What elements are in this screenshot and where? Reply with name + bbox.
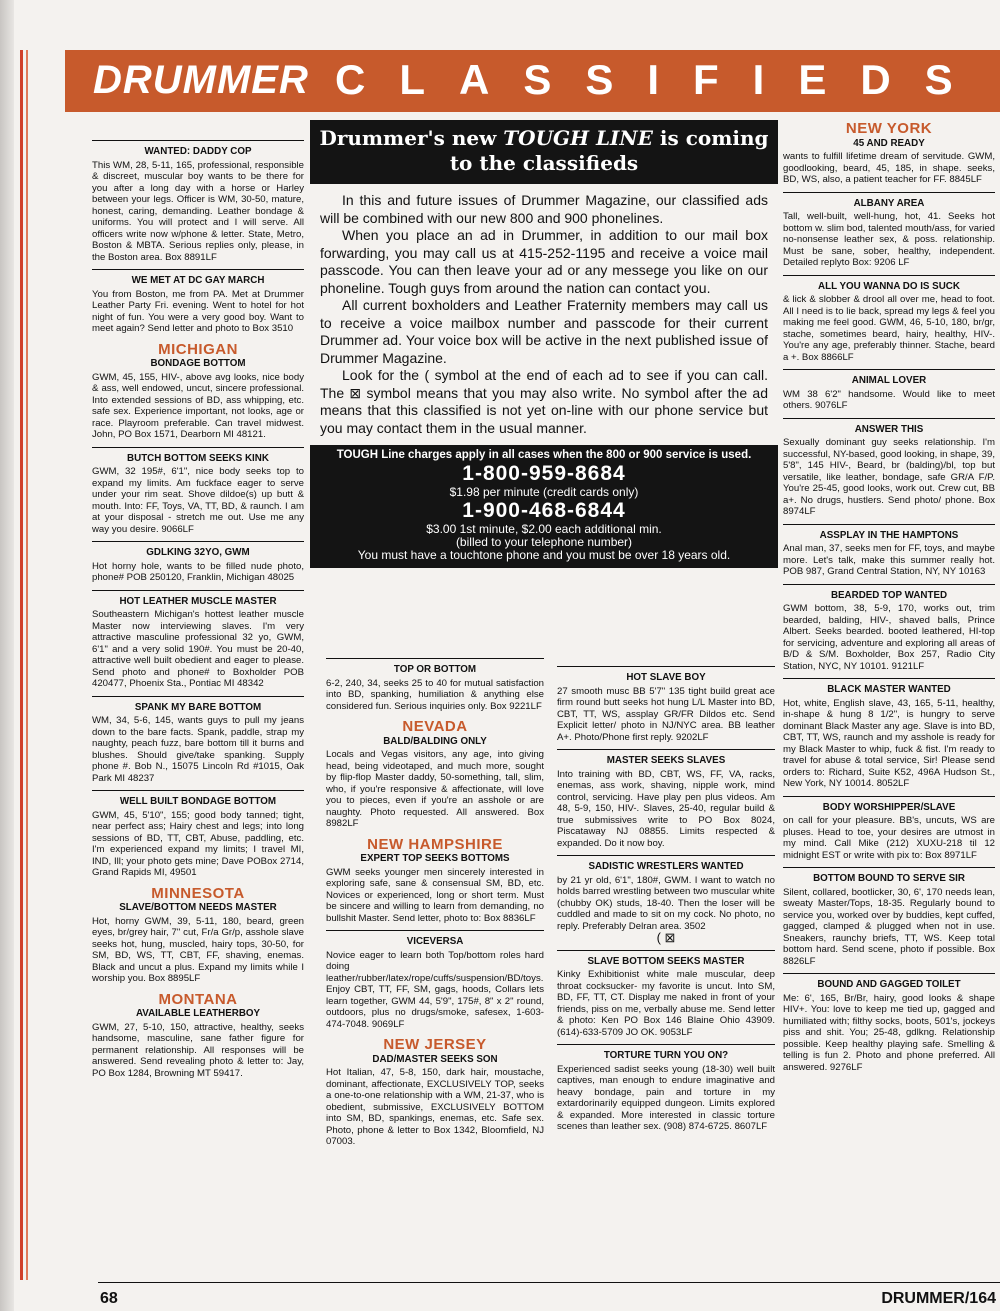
promo-paragraph: In this and future issues of Drummer Magazine, our classified ads will be combined with our new 800 and 900 phonelines.	[320, 192, 768, 226]
ad-heading: HOT SLAVE BOY	[626, 672, 706, 683]
ad-heading: ALBANY AREA	[853, 197, 925, 209]
promo-paragraph: When you place an ad in Drummer, in addition to our mail box forwarding, you may call us at 415-252-1195 and receive a voice mail passcode. You can then leave your ad or any messege you like on our phoneline. Tough guys from around the nation can contact you.	[320, 227, 768, 296]
ad-text: Into training with BD, CBT, WS, FF, VA, racks, enemas, ass work, shaving, nipple work, mind control, servicing. Have play pen plus videos. Am 48, 5-9, 150, HIV-. Slaves, 25-40, regular build & true submissives write to PO Box 8024, Piscataway NJ 08855. Limits respected & expanded. Do it now boy.	[557, 768, 775, 849]
ad-text: Hot Italian, 47, 5-8, 150, dark hair, moustache, dominant, affectionate, EXCLUSIVELY TOP, seeks a one-to-one relationship with a WM, 21-37, who is obedient, submissive, EXCLUSIVELY BOTTOM into SM, BD, spankings, enemas, etc. Safe sex. Photo, phone & letter to Box 1342, Bloomfield, NJ 07003.	[326, 1067, 544, 1147]
ad-text: on call for your pleasure. BB's, uncuts, WS are pluses. Head to toe, your desires are utmost in my mind. Call Mike (212) XUXU-218 til 12 midnight EST or write with pix to: Box 8971LF	[783, 815, 995, 861]
ad-text: GWM, 45, 155, HIV-, above avg looks, nice body & ass, well endowed, uncut, sincere professional. Into extended sessions of BD, ass whipping, etc. safe sex. Experience important, not looks, age or race. Playroom preferable. Can travel midwest. John, PO Box 1571, Dearborn MI 48121.	[92, 371, 304, 440]
promo-body	[310, 184, 778, 445]
tough-line-promo	[310, 120, 778, 654]
ad-text: by 21 yr old, 6'1", 180#, GWM. I want to watch no holds barred wrestling between two muscular white (chubby OK) studs, 18-40. Then the loser will be cuddled and made to sit on my cock. No photo, no reply. Preferably Delran area. 3502	[557, 874, 775, 932]
ad-heading: BALD/BALDING ONLY	[383, 735, 487, 747]
ad-text: Me: 6', 165, Br/Br, hairy, good looks & shape HIV+. You: love to keep me tied up, gagged and humiliated with; filthy socks, boots, 501's, jockeys piss and shit. You; 25-48, gdlkng. Relationship possible. Keep healthy playing safe. Smelling & telling is fun 2. Photo and phone preferred. All answered. 9276LF	[783, 992, 995, 1073]
ad-text: GWM seeks younger men sincerely interested in exploring safe, sane & consensual SM, BD, etc. Novices or experienced, long or short term. Must be sincere and willing to learn from demanding, no bullshit Master. Send letter, photo to: Box 8836LF	[326, 866, 544, 924]
ad-heading: SADISTIC WRESTLERS WANTED	[588, 861, 744, 872]
ad-heading: ALL YOU WANNA DO IS SUCK	[818, 280, 960, 292]
ad-heading: ASSPLAY IN THE HAMPTONS	[819, 529, 959, 541]
ad-heading: MASTER SEEKS SLAVES	[606, 755, 726, 766]
classified-ad	[557, 1044, 775, 1139]
classified-ad	[783, 867, 995, 973]
classified-ad	[783, 418, 995, 524]
column-1	[92, 140, 304, 1085]
ad-text: Sexually dominant guy seeks relationship. I'm successful, NY-based, good looking, in shape, 39, 5'8", 145 HIV-, Beard, br (balding)/bl, top but versatile, like leather, bondage, safe GR/A F/P. You're 25-45, good looks, work out. Crew cut, BB a+. No drugs, hustlers. Send photo/ phone. Box 8974LF	[783, 437, 995, 517]
ad-heading: BOTTOM BOUND TO SERVE SIR	[813, 873, 965, 884]
state-heading: NEW YORK	[845, 120, 933, 137]
ad-text: wants to fulfill lifetime dream of servitude. GWM, goodlooking, beard, 45, 185, in shape. seeks, BD, WS, also, a patient teacher for FF. 8845LF	[783, 151, 995, 185]
footer-rule	[98, 1282, 1000, 1283]
ad-heading: HOT LEATHER MUSCLE MASTER	[119, 595, 277, 607]
ad-heading: SLAVE/BOTTOM NEEDS MASTER	[119, 902, 277, 913]
ad-heading: WELL BUILT BONDAGE BOTTOM	[119, 796, 277, 807]
classified-ad	[557, 855, 775, 950]
classified-ad	[326, 658, 544, 718]
ad-heading: GDLKING 32YO, GWM	[146, 547, 250, 558]
ad-heading: AVAILABLE LEATHERBOY	[135, 1008, 261, 1019]
classified-ad	[92, 902, 304, 991]
phone-900: 1-900-468-6844	[462, 499, 626, 522]
classified-ad	[92, 358, 304, 447]
banner-drummer: DRUMMER	[93, 58, 309, 102]
phone-800: 1-800-959-8684	[462, 462, 626, 485]
classified-ad	[92, 447, 304, 542]
issue-label: DRUMMER/164	[881, 1290, 996, 1307]
ad-heading: TORTURE TURN YOU ON?	[603, 1050, 729, 1061]
ad-heading: BEARDED TOP WANTED	[830, 589, 948, 601]
ad-heading: BODY WORSHIPPER/SLAVE	[822, 801, 956, 813]
classified-ad	[92, 790, 304, 885]
classified-ad	[557, 950, 775, 1045]
ad-text: This WM, 28, 5-11, 165, professional, responsible & discreet, muscular boy wants to be there for you after a long day with a horse or Harley between your legs. Officer is WM, 30-50, mature, honest, caring, demanding. Leather bondage & uniforms. You will protect and I will serve. All officers write now w/phone & letter. State, Metro, Boston & MBTA. Serious replies only, please, in the Boston area. Box 8891LF	[92, 159, 304, 263]
ad-text: Silent, collared, bootlicker, 30, 6', 170 needs lean, sweaty Master/Tops, 18-35. Regularly bound to service you, worked over by buddies, kept cuffed, gagged, clamped & plugged when not in use. Sneakers, raunchy briefs, TT, WS. Keep total bottom hard. Send scene, photo if possible. Box 8826LF	[783, 886, 995, 967]
ad-heading: BONDAGE BOTTOM	[150, 358, 246, 369]
ad-heading: EXPERT TOP SEEKS BOTTOMS	[360, 853, 510, 864]
promo-title-emphasis: TOUGH LINE	[503, 126, 653, 150]
classified-ad	[783, 275, 995, 370]
page-edge	[0, 0, 14, 1311]
rate-800: $1.98 per minute (credit cards only)	[449, 485, 639, 499]
promo-title	[310, 120, 778, 184]
ad-text: 27 smooth musc BB 5'7" 135 tight build great ace firm round butt seeks hot hung L/L Master into BD, CBT, TT, WS, assplay GR/FR Dildos etc. Send Explicit letter/ photo in NJ/NYC area. BB leather A+. Photo/Phone first reply. 9202LF	[557, 685, 775, 743]
classified-ad	[92, 269, 304, 341]
ad-text: Hot, white, English slave, 43, 165, 5-11, healthy, in-shape & hung 8 1/2", is hungry to serve dominant Black Master any age. Slave is into BD, CBT, TT, WS, raunch and my asshole is ready for my Black Master to whip, fuck & fist. I'm ready to travel for abuse & total service, Sir! Please send orders to: Richard, Suite K52, 496A Hudson St., New York, NY 10014. 8052LF	[783, 697, 995, 789]
classifieds-banner	[65, 50, 1000, 112]
promo-phone-box	[310, 445, 778, 568]
ad-text: WM 38 6'2" handsome. Would like to meet others. 9076LF	[783, 388, 995, 411]
state-heading: NEW JERSEY	[383, 1036, 487, 1053]
ad-heading: DAD/MASTER SEEKS SON	[372, 1053, 498, 1065]
classified-ad	[92, 1008, 304, 1085]
classified-ad	[92, 590, 304, 696]
ad-text: Hot, horny GWM, 39, 5-11, 180, beard, green eyes, br/grey hair, 7" cut, Fr/a Gr/p, asshole slave seeks hot, hung, muscled, hairy tops, 30-50, for SM, BD, WS, TT, CBT, FF, shaving, enemas. Black and uncut a plus. Expand my limits while I worship you. Box 8895LF	[92, 915, 304, 984]
classified-ad	[92, 140, 304, 269]
state-heading: MINNESOTA	[151, 884, 245, 902]
banner-classifieds: CLASSIFIEDS	[335, 56, 987, 103]
ad-heading: WE MET AT DC GAY MARCH	[131, 275, 265, 286]
promo-paragraph: All current boxholders and Leather Fraternity members may call us to receive a voice mailbox number and passcode for their current Drummer ad. Your voice box will be active in the next published issue of Drummer Magazine.	[320, 297, 768, 366]
ad-heading: ANIMAL LOVER	[851, 375, 927, 386]
ad-heading: VICEVERSA	[406, 936, 464, 947]
promo-paragraph: Look for the ( symbol at the end of each ad to see if you can call. The ⊠ symbol means that you may also write. No symbol after the ad means that this classified is not yet on-line with our phone service but you may contact them in the usual manner.	[320, 367, 768, 436]
ad-text: 6-2, 240, 34, seeks 25 to 40 for mutual satisfaction into BD, spanking, humiliation & anything else considered fun. Serious inquiries only. Box 9221LF	[326, 677, 544, 712]
column-4	[783, 120, 995, 1079]
state-heading: MICHIGAN	[158, 340, 238, 358]
ad-heading: BLACK MASTER WANTED	[827, 684, 951, 695]
ad-text: GWM, 27, 5-10, 150, attractive, healthy, seeks handsome, masculine, sane father figure for permanent relationship. All responses will be answered. Send revealing photo & letter to: Jay, PO Box 1284, Browning MT 59417.	[92, 1021, 304, 1079]
classified-ad	[783, 192, 995, 275]
ad-text: GWM, 45, 5'10", 155; good body tanned; tight, near perfect ass; Hairy chest and legs; into long sessions of BD, TT, CBT, Abuse, paddling, etc. I'm experienced expand my limits; I travel MI, IND, Ill; your photo gets mine; Dave POBox 2714, Grand Rapids MI, 49501	[92, 809, 304, 878]
ad-text: You from Boston, me from PA. Met at Drummer Leather Party Fri. evening. Went to hotel for hot night of fun. You were a very good boy. Want to meet again? Send letter and photo to Box 3510	[92, 288, 304, 334]
ad-text: Hot horny hole, wants to be filled nude photo, phone# POB 250120, Franklin, Michigan 48025	[92, 560, 304, 583]
classified-ad	[92, 541, 304, 590]
ad-heading: WANTED: DADDY COP	[144, 146, 252, 157]
state-heading: NEW HAMPSHIRE	[367, 835, 503, 853]
ad-text: Novice eager to learn both Top/bottom roles hard doing leather/rubber/latex/rope/cuffs/suspension/BD/toys. Enjoy CBT, TT, FF, SM, gags, hoods, Collars lets learn together, GWM 44, 5'9", 175#, 8" x 2" round, outdoors, plus no drugs/smoke, safesex, 1-603-474-7048. 9069LF	[326, 949, 544, 1030]
left-red-rule-inner	[26, 50, 28, 1280]
state-heading: MONTANA	[158, 990, 238, 1008]
rate-900: $3.00 1st minute, $2.00 each additional min.	[426, 522, 662, 536]
ad-text: Locals and Vegas visitors, any age, into giving head, being videotaped, and much more, sought by flip-flop Master daddy, 50-something, tall, slim, who, if you're responsive & affectionate, will love you to pieces, even if you're an asshole or are naughty. Photo requested. All answered. Box 8982LF	[326, 749, 544, 829]
ad-heading: ANSWER THIS	[854, 423, 924, 435]
promo-title-pre: Drummer's new	[319, 126, 504, 150]
ad-text: Experienced sadist seeks young (18-30) well built captives, man enough to endure imaginative and heavy bondage, pain and torture in my extardorinarily equipped dungeon. Limits explored & expanded. More interested in classic torture scenes than leather sex. (908) 874-6725. 8607LF	[557, 1063, 775, 1132]
state-heading: NEVADA	[402, 718, 468, 735]
ad-heading: SPANK MY BARE BOTTOM	[134, 701, 262, 713]
promo-title-post: is coming to the classifieds	[449, 126, 769, 175]
classified-ad	[783, 973, 995, 1079]
classified-ad	[783, 796, 995, 868]
classified-ad	[557, 666, 775, 749]
ad-text: WM, 34, 5-6, 145, wants guys to pull my jeans down to the bare facts. Spank, paddle, strap my naughty, peach fuzz, bare bottom till it burns and blushes. Should give/take spanking. Supply phone #. Bob N., 15075 Lincoln Rd #1015, Oak Park MI 48237	[92, 715, 304, 784]
classified-ad	[326, 930, 544, 1036]
classified-ad	[326, 853, 544, 930]
ad-heading: BUTCH BOTTOM SEEKS KINK	[127, 452, 269, 464]
classified-ad	[326, 1054, 544, 1154]
ad-heading: SLAVE BOTTOM SEEKS MASTER	[587, 955, 745, 967]
ad-text: GWM bottom, 38, 5-9, 170, works out, trim bearded, balding, HIV-, shaved balls, Prince Albert. Seeks bearded. booted leathered, HI-top for servicing, adventure and exploring all areas of B/D & S/M. Boxholder, Box 257, Radio City Station, NYC, NY 10101. 9121LF	[783, 603, 995, 672]
classified-ad	[783, 584, 995, 679]
ad-heading: BOUND AND GAGGED TOILET	[817, 979, 961, 990]
age-notice: You must have a touchtone phone and you must be over 18 years old.	[357, 548, 731, 562]
ad-heading: 45 AND READY	[853, 137, 925, 149]
ad-text: Tall, well-built, well-hung, hot, 41. Seeks hot bottom w. slim bod, talented mouth/ass, for varied no-nonsense leather sex, & poss. relationship. Must be sane, sober, healthy, independent. Detailed replyto Box: 9206 LF	[783, 211, 995, 268]
ad-text: Southeastern Michigan's hottest leather muscle Master now interviewing slaves. I'm very attractive masculine professional 32 yo, GWM, 6'1" and a very solid 190#. You must be 20-40, attractive well built obedient and eager to please. Send photo and phone# to Boxholder POB 420477, Phoenix Sta., Pontiac MI 48342	[92, 609, 304, 689]
promo-charges: TOUGH Line charges apply in all cases when the 800 or 900 service is used.	[336, 449, 752, 461]
ad-text: & lick & slobber & drool all over me, head to foot. All I need is to lie back, spread my legs & feel you making me feel good. GWM, 46, 5-10, 180, br/gr, stache, sometimes beard, hairy, healthy, HIV-. You're any age, preferably thinner. Stache, beard a +. Box 8866LF	[783, 294, 995, 363]
column-2	[326, 658, 544, 1154]
page-number: 68	[100, 1290, 118, 1307]
phone-mail-symbols: ( ⊠	[656, 930, 676, 945]
ad-text: Anal man, 37, seeks men for FF, toys, and maybe more. Let's talk, make this summer really hot. POB 987, Grand Central Station, NY, NY 10163	[783, 543, 995, 577]
classified-ad	[92, 696, 304, 791]
ad-text: GWM, 32 195#, 6'1", nice body seeks top to expand my limits. Am fuckface eager to serve under your rim seat. Shove dildoe(s) up butt & mouth. Into: FF, Toys, VA, TT, BD, & raunch. I am at your disposal - stretch me out. Use me any way you desire. 9066LF	[92, 466, 304, 535]
ad-text: Kinky Exhibitionist white male muscular, deep throat cocksucker- my favorite is uncut. Into SM, BD, FF, TT, CT. Display me naked in front of your friends, piss on me, verbally abuse me. Send letter & photo: Ken PO Box 146 Blaine Ohio 43909. (614)-633-5709 JO OK. 9053LF	[557, 969, 775, 1038]
ad-heading: TOP OR BOTTOM	[393, 664, 477, 675]
classified-ad	[783, 369, 995, 418]
classified-ad	[326, 736, 544, 836]
left-red-rule	[20, 50, 23, 1280]
classified-ad	[783, 524, 995, 584]
classified-ad	[783, 678, 995, 796]
column-3	[557, 666, 775, 1139]
billed-note: (billed to your telephone number)	[455, 535, 633, 549]
classified-ad	[783, 138, 995, 192]
classified-ad	[557, 749, 775, 855]
